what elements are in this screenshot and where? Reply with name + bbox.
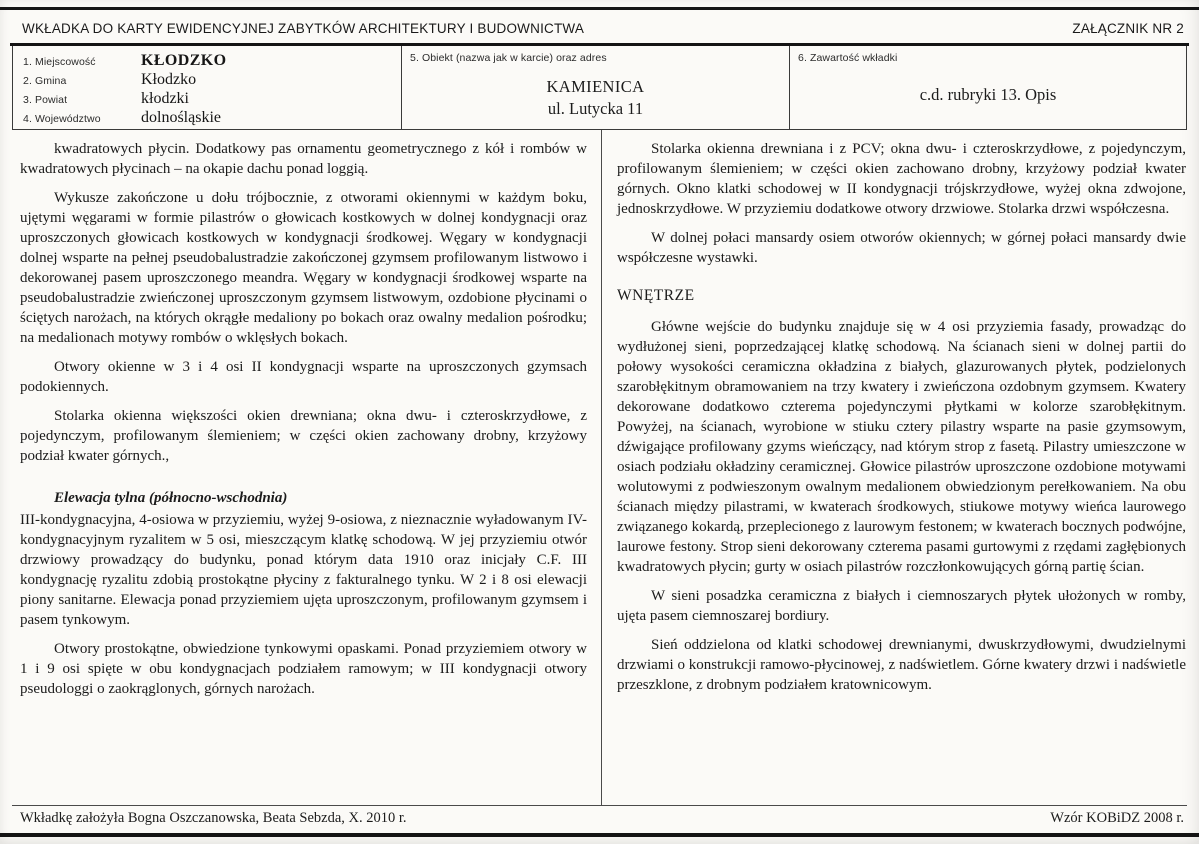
section-heading-elewacja-tylna: Elewacja tylna (północno-wschodnia) <box>54 490 288 506</box>
footer-author-note: Wkładkę założyła Bogna Oszczanowska, Beata Sebzda, X. 2010 r. <box>20 810 407 826</box>
field-value-powiat: kłodzki <box>141 90 189 107</box>
bottom-border-line <box>0 833 1199 837</box>
location-fields-cell <box>13 46 401 129</box>
field-label-miejscowosc: 1. Miejscowość <box>23 56 96 68</box>
contents-label: 6. Zawartość wkładki <box>798 52 898 64</box>
right-text-column <box>617 139 1186 704</box>
contents-value: c.d. rubryki 13. Opis <box>919 85 1057 104</box>
paragraph-elewacja-tylna: III-kondygnacyjna, 4-osiowa w przyziemiu, wyżej 9-osiowa, z nieznacznie wyładowanym IV-kondygnacyjnym ryzalitem w 5 osi, mieszczącym klatkę schodową. W jej przyziemiu otwór drzwiowy prowadzący do budynku, ponad którym data 1910 oraz inicjały C.F. III kondygnację ryzalitu zdobią prostokątne płyciny z fakturalnego tynku. W 2 i 8 osi elewacji piony sanitarne. Elewacja ponad przyziemiem ujęta uproszczonym, profilowanym gzymsem i pasem tynkowym. <box>20 512 587 628</box>
paragraph-wykusze: Wykusze zakończone u dołu trójbocznie, z otworami okiennymi w każdym boku, ujętymi węgarami w formie pilastrów o głowicach kostkowych w dolnej kondygnacji oraz uproszczonych głowicach kostkowych w kondygnacji środkowej. Węgary w kondygnacji dolnej wsparte na pełnej pseudobalustradzie zakończonej gzymsem profilowanym listwowo i dekorowanej pasem uproszczonego meandra. Węgary w kondygnacji środkowej wsparte na pseudobalustradzie zwieńczonej uproszczonym gzymsem listwowym, ozdobione płycinami o ściętych narożach, na których okrągłe medaliony po bokach oraz owalny medalion pośrodku; na medalionach motywy rombów o wklęsłych bokach. <box>20 190 587 346</box>
field-label-gmina: 2. Gmina <box>23 75 67 87</box>
paragraph-stolarka-lewa: Stolarka okienna większości okien drewniana; okna dwu- i czteroskrzydłowe, z pojedynczym, profilowanym ślemieniem; w części okien zachowany drobny, krzyżowy podział kwater górnych., <box>20 408 587 464</box>
paragraph-otwory-prostokatne: Otwory prostokątne, obwiedzione tynkowymi opaskami. Ponad przyziemiem otwory w 1 i 9 osi spięte w obu kondygnacjach podziałem ramowym; w III kondygnacji otwory pseudologgi o zaokrąglonych, górnych narożach. <box>20 641 587 697</box>
field-label-powiat: 3. Powiat <box>23 94 68 106</box>
field-label-wojewodztwo: 4. Województwo <box>23 113 101 125</box>
top-border-line <box>0 7 1199 10</box>
field-row-gmina <box>23 71 393 90</box>
page-title: WKŁADKA DO KARTY EWIDENCYJNEJ ZABYTKÓW ARCHITEKTURY I BUDOWNICTWA <box>22 21 585 36</box>
paragraph-wnetrze-sien: Główne wejście do budynku znajduje się w 4 osi przyziemia fasady, prowadząc do wydłużonej sieni, poprzedzającej klatkę schodową. Na ścianach sieni w dolnej partii do połowy wysokości ceramiczna okładzina z białych, glazurowanych płytek, podzielonych szarobłękitnym obramowaniem na trzy kwatery i zwieńczona ozdobnym gzymsem. Kwatery dekorowane dodatkowo czterema pojedynczymi płytkami w kolorze szarobłękitnym. Powyżej, na ścianach, wyrobione w stiuku cztery pilastry wsparte na pasie gzymsowym, dźwigające profilowany gzyms wieńczący, nad którym strop z fasetą. Pilastry umieszczone w osiach podziału okładziny ceramicznej. Głowice pilastrów uproszczone ozdobione motywami wolutowymi z podwieszonym owalnym medalionem obwiedzionym perełkowaniem. Na obu ścianach między pilastrami, w kwaterach środkowych, stiukowe motywy wieńca laurowego związanego kokardą, przeplecionego z laurowym festonem; w kwaterach bocznych podwójne, laurowe festony. Strop sieni dekorowany czterema pasami gurtowymi z rzędami zagłębionych kwadratowych płycin; gurty w osiach pilastrów rozczłonkowujących górną partię ścian. <box>617 319 1186 575</box>
field-value-gmina: Kłodzko <box>141 71 197 88</box>
object-name: KAMIENICA <box>546 77 645 96</box>
paragraph-posadzka: W sieni posadzka ceramiczna z białych i ciemnoszarych płytek ułożonych w romby, ujęta pasem ciemnoszarej bordiury. <box>617 588 1186 624</box>
paragraph-drzwi: Sień oddzielona od klatki schodowej drewnianymi, dwuskrzydłowymi, dwudzielnymi drzwiami o konstrukcji ramowo-płycinowej, z nadświetlem. Górne kwatery drzwi i nadświetle przeszklone, z drobnym podziałem kratownicowym. <box>617 637 1186 693</box>
column-divider <box>601 130 602 805</box>
section-heading-wnetrze: WNĘTRZE <box>617 287 695 304</box>
field-row-miejscowosc <box>23 52 393 71</box>
footer-template-note: Wzór KOBiDZ 2008 r. <box>1050 810 1184 826</box>
paragraph-continuation: kwadratowych płycin. Dodatkowy pas ornamentu geometrycznego z kół i rombów w kwadratowych płycinach – na okapie dachu ponad loggią. <box>20 141 587 177</box>
field-value-miejscowosc: KŁODZKO <box>141 52 227 69</box>
object-cell <box>401 46 789 129</box>
annex-label: ZAŁĄCZNIK NR 2 <box>1072 21 1184 36</box>
field-row-wojewodztwo <box>23 109 393 128</box>
field-row-powiat <box>23 90 393 109</box>
contents-cell <box>789 46 1186 129</box>
form-table <box>12 46 1187 130</box>
paragraph-mansarda: W dolnej połaci mansardy osiem otworów okiennych; w górnej połaci mansardy dwie współczesne wystawki. <box>617 230 1186 266</box>
field-value-wojewodztwo: dolnośląskie <box>141 109 221 126</box>
object-label: 5. Obiekt (nazwa jak w karcie) oraz adres <box>410 52 607 64</box>
paragraph-stolarka-prawa: Stolarka okienna drewniana i z PCV; okna dwu- i czteroskrzydłowe, z pojedynczym, profilowanym ślemieniem; w części okien zachowano drobny, krzyżowy podział kwater górnych. Okno klatki schodowej w II kondygnacji trójskrzydłowe, wyżej okna zdwojone, jednoskrzydłowe. W przyziemiu dodatkowe otwory drzwiowe. Stolarka drzwi współczesna. <box>617 141 1186 217</box>
left-text-column <box>20 139 587 708</box>
footer-rule <box>12 805 1187 806</box>
paragraph-otwory-okienne: Otwory okienne w 3 i 4 osi II kondygnacji wsparte na uproszczonych gzymsach podokiennych. <box>20 359 587 395</box>
object-address: ul. Lutycka 11 <box>547 99 644 118</box>
